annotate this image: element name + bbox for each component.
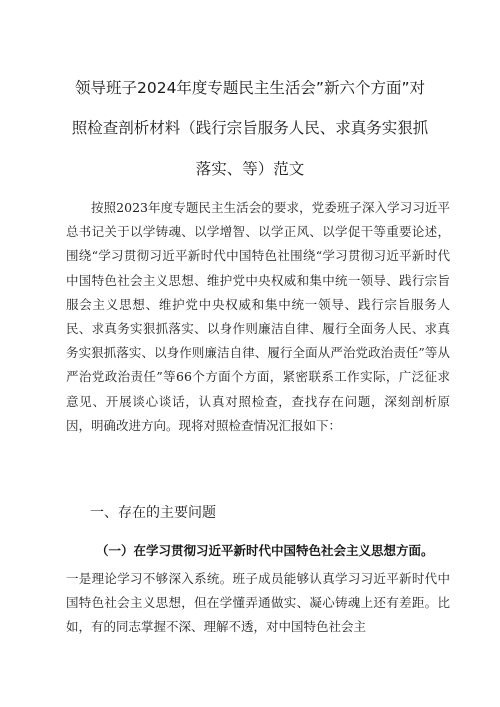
document-title-line-3: 落实、等）范文 — [195, 160, 305, 178]
document-title-line-2: 照检查剖析材料（践行宗旨服务人民、求真务实狠抓 — [71, 119, 429, 137]
subsection-paragraph: 一是理论学习不够深入系统。班子成员能够认真学习习近平新时代中国特色社会主义思想，但在学懂弄通做实、凝心铸魂上还有差距。比如，有的同志掌握不深、理解不透，对中国特色社会主 — [66, 571, 450, 635]
section-heading: 一、存在的主要问题 — [90, 505, 216, 521]
intro-paragraph: 按照2023年度专题民主生活会的要求，党委班子深入学习习近平总书记关于以学铸魂、以学增智、以学正风、以学促干等重要论述，围绕“学习贯彻习近平新时代中国特色社围绕“学习贯彻习近平新时代中国特色社会主义思想、维护党中央权威和集中统一领导、践行宗旨服会主义思想、维护党中央权威和集中统一领导、践行宗旨服务人民、求真务实狠抓落实、以身作则廉洁自律、履行全面务人民、求真务实狠抓落实、以身作则廉洁自律、履行全面从严治党政治责任”等从严治党政治责任”等66个方面个方面，紧密联系工作实际，广泛征求意见、开展谈心谈话，认真对照检查，查找存在问题，深刻剖析原因，明确改进方向。现将对照检查情况汇报如下： — [66, 200, 450, 433]
subsection-heading: （一）在学习贯彻习近平新时代中国特色社会主义思想方面。 — [96, 543, 434, 558]
document-title-line-1: 领导班子2024年度专题民主生活会”新六个方面”对 — [74, 79, 425, 97]
